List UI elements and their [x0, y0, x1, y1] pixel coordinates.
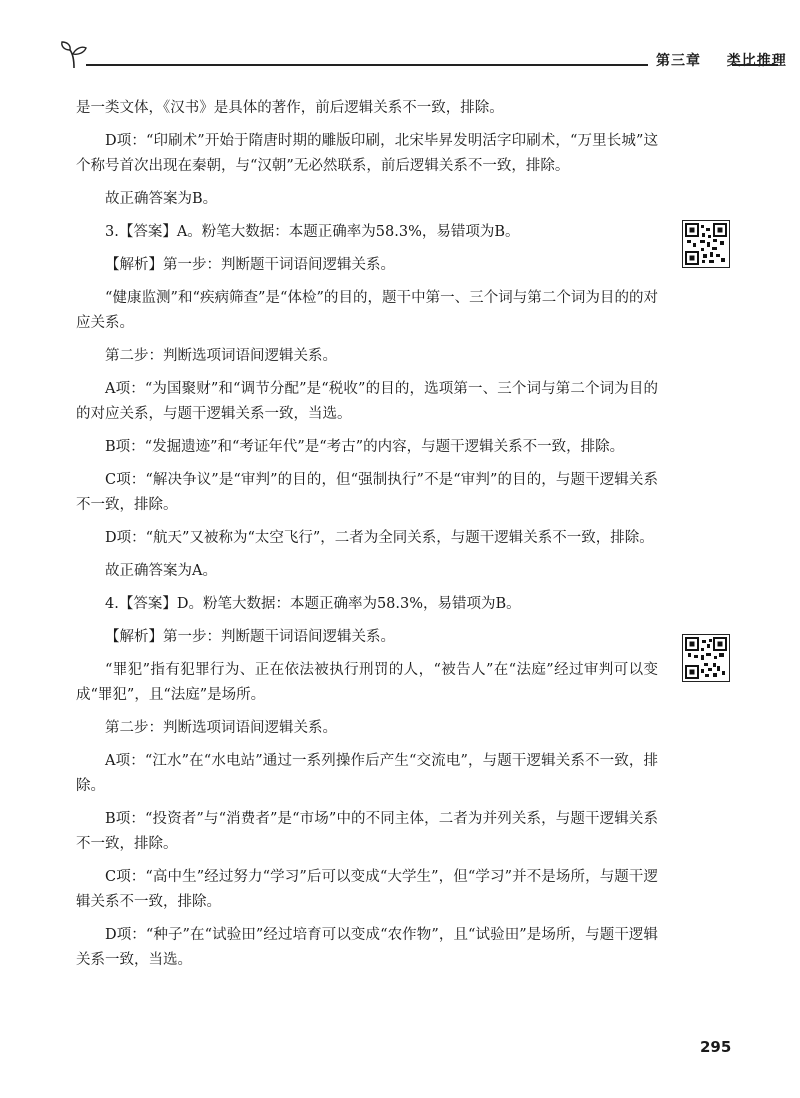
answer-paragraph: 3.【答案】A。粉笔大数据：本题正确率为58.3%，易错项为B。 — [105, 224, 520, 240]
leaf-icon — [60, 40, 88, 70]
qr-code-graphic — [683, 221, 729, 267]
paragraph: 第二步：判断选项词语间逻辑关系。 — [105, 348, 337, 364]
paragraph: C项：“解决争议”是“审判”的目的，但“强制执行”不是“审判”的目的，与题干逻辑关系不一致，排除。 — [76, 472, 658, 513]
paragraph: A项：“江水”在“水电站”通过一系列操作后产生“交流电”，与题干逻辑关系不一致，排除。 — [76, 753, 658, 794]
paragraph: 故正确答案为A。 — [105, 563, 217, 579]
header-rule — [86, 64, 648, 66]
paragraph: B项：“发掘遗迹”和“考证年代”是“考古”的内容，与题干逻辑关系不一致，排除。 — [105, 439, 625, 455]
paragraph: C项：“高中生”经过努力“学习”后可以变成“大学生”，但“学习”并不是场所，与题干逻辑关系不一致，排除。 — [76, 869, 658, 910]
paragraph: 第二步：判断选项词语间逻辑关系。 — [105, 720, 337, 736]
qr-code-icon[interactable] — [682, 634, 730, 682]
paragraph: 是一类文体，《汉书》是具体的著作，前后逻辑关系不一致，排除。 — [76, 100, 504, 116]
answer-paragraph: 4.【答案】D。粉笔大数据：本题正确率为58.3%，易错项为B。 — [105, 596, 521, 612]
analysis-paragraph: 【解析】第一步：判断题干词语间逻辑关系。 — [105, 629, 395, 645]
paragraph: D项：“航天”又被称为“太空飞行”，二者为全同关系，与题干逻辑关系不一致，排除。 — [105, 530, 654, 546]
analysis-paragraph: 【解析】第一步：判断题干词语间逻辑关系。 — [105, 257, 395, 273]
page-number: 295 — [700, 1038, 732, 1056]
paragraph: D项：“印刷术”开始于隋唐时期的雕版印刷，北宋毕昇发明活字印刷术，“万里长城”这个称号首次出现在秦朝，与“汉朝”无必然联系，前后逻辑关系不一致，排除。 — [76, 133, 658, 174]
page-header — [60, 40, 787, 74]
paragraph: 故正确答案为B。 — [105, 191, 218, 207]
page-body — [76, 96, 658, 981]
qr-code-icon[interactable] — [682, 220, 730, 268]
paragraph: D项：“种子”在“试验田”经过培育可以变成“农作物”，且“试验田”是场所，与题干逻辑关系一致，当选。 — [76, 927, 658, 968]
qr-code-graphic — [683, 635, 729, 681]
section-label: 类比推理 — [726, 53, 787, 69]
paragraph: A项：“为国聚财”和“调节分配”是“税收”的目的，选项第一、三个词与第二个词为目的的对应关系，与题干逻辑关系一致，当选。 — [76, 381, 658, 422]
paragraph: B项：“投资者”与“消费者”是“市场”中的不同主体，二者为并列关系，与题干逻辑关系不一致，排除。 — [76, 811, 658, 852]
chapter-label: 第三章 — [656, 53, 701, 69]
header-rule-tail — [732, 64, 778, 66]
paragraph: “健康监测”和“疾病筛查”是“体检”的目的，题干中第一、三个词与第二个词为目的的对应关系。 — [76, 290, 658, 331]
paragraph: “罪犯”指有犯罪行为、正在依法被执行刑罚的人，“被告人”在“法庭”经过审判可以变成“罪犯”，且“法庭”是场所。 — [76, 662, 658, 703]
chapter-title — [656, 50, 787, 70]
